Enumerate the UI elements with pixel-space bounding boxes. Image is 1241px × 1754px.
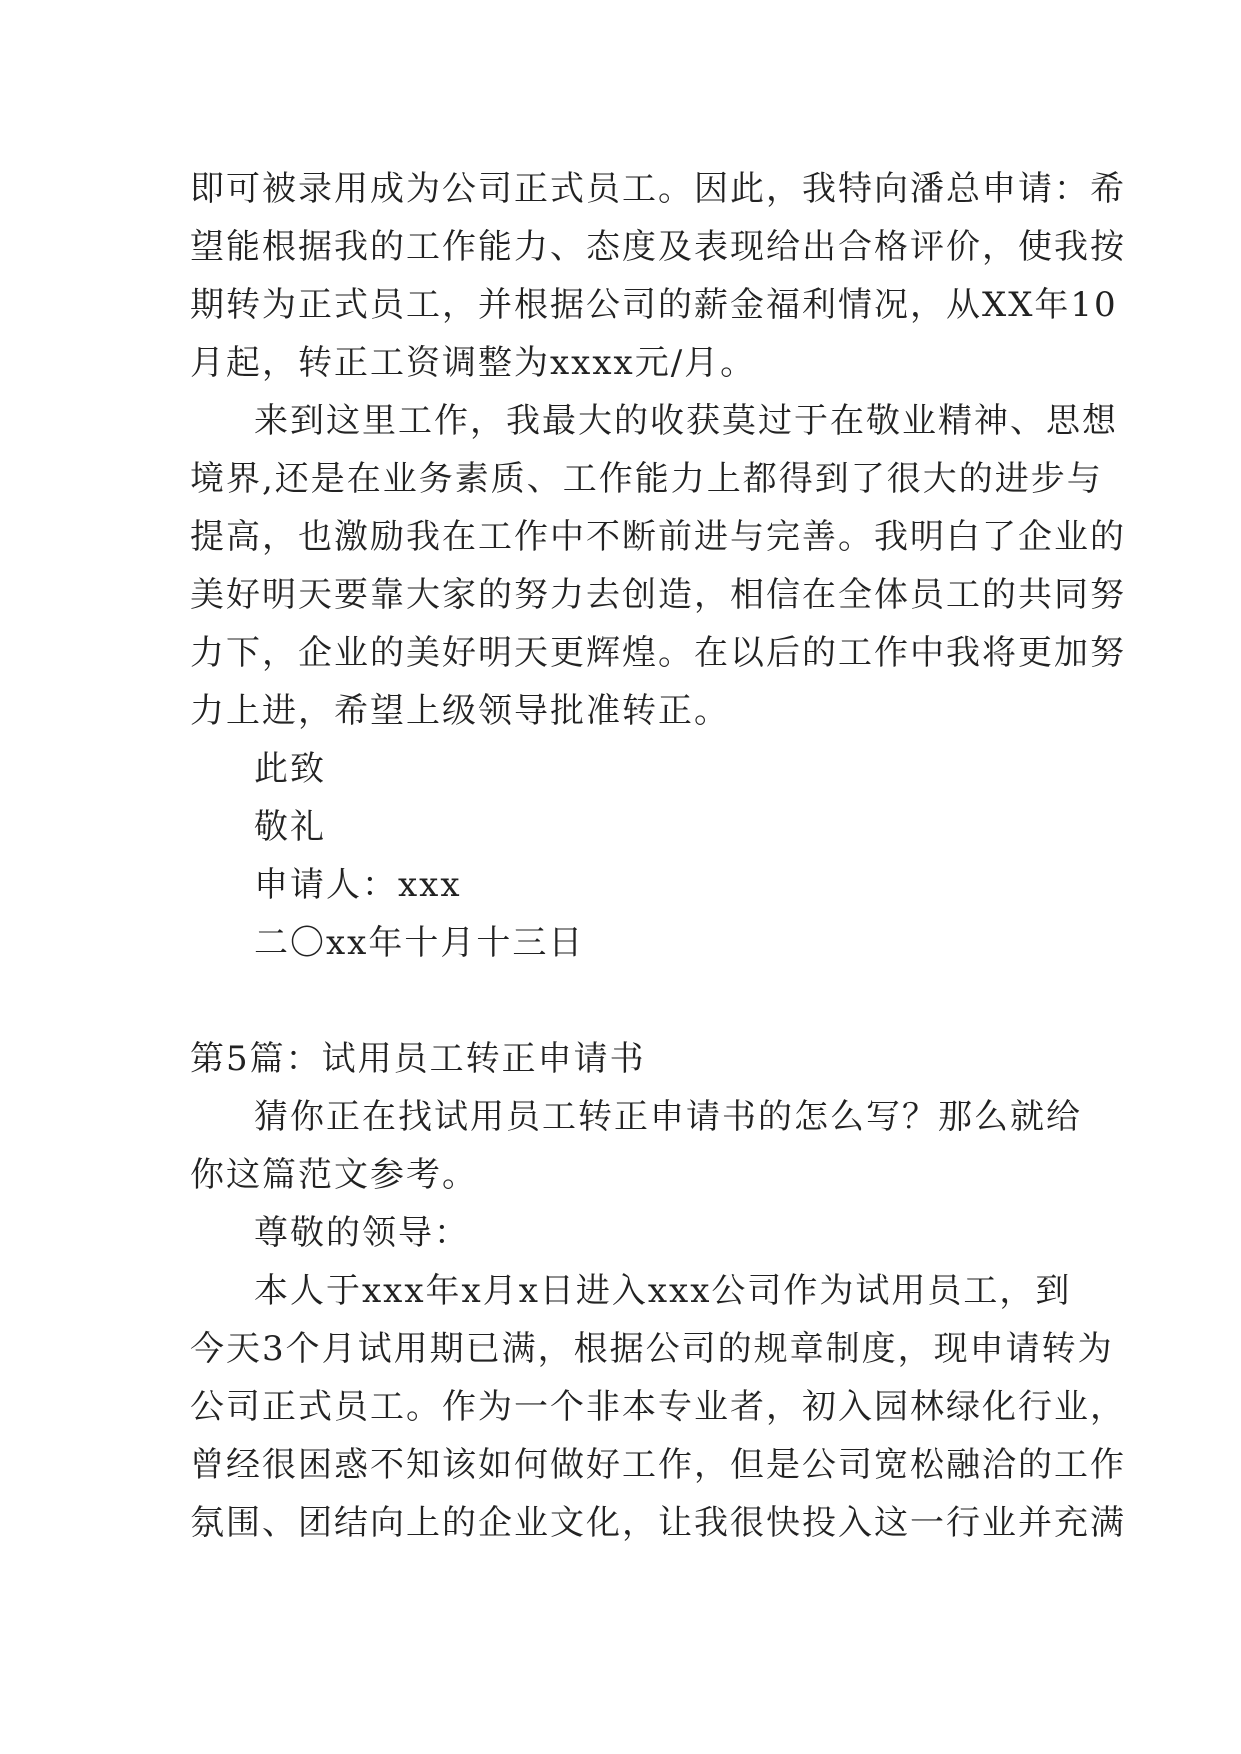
letter-date: 二〇xx年十月十三日 bbox=[254, 923, 585, 963]
salutation: 尊敬的领导： bbox=[254, 1213, 470, 1253]
text-line: 期转为正式员工，并根据公司的薪金福利情况，从XX年10 bbox=[190, 285, 1118, 325]
text-line: 望能根据我的工作能力、态度及表现给出合格评价，使我按 bbox=[190, 227, 1126, 267]
section-heading: 第5篇：试用员工转正申请书 bbox=[190, 1039, 646, 1079]
text-line: 提高，也激励我在工作中不断前进与完善。我明白了企业的 bbox=[190, 517, 1126, 557]
closing-jingli: 敬礼 bbox=[254, 807, 326, 847]
paragraph-intro bbox=[190, 1088, 1082, 1204]
paragraph-gains bbox=[190, 392, 1126, 740]
text-line: 月起，转正工资调整为xxxx元/月。 bbox=[190, 343, 757, 383]
letter-closing bbox=[190, 740, 1060, 972]
text-line: 境界,还是在业务素质、工作能力上都得到了很大的进步与 bbox=[190, 459, 1103, 499]
text-line: 曾经很困惑不知该如何做好工作，但是公司宽松融洽的工作 bbox=[190, 1445, 1126, 1485]
text-line: 今天3个月试用期已满，根据公司的规章制度，现申请转为 bbox=[190, 1329, 1114, 1369]
text-line: 公司正式员工。作为一个非本专业者，初入园林绿化行业， bbox=[190, 1387, 1126, 1427]
text-line: 即可被录用成为公司正式员工。因此，我特向潘总申请：希 bbox=[190, 169, 1126, 209]
closing-cizhi: 此致 bbox=[254, 749, 326, 789]
text-line: 你这篇范文参考。 bbox=[190, 1155, 478, 1195]
applicant-name: 申请人：xxx bbox=[254, 865, 462, 905]
paragraph-transfer-request bbox=[190, 160, 1126, 392]
text-line: 本人于xxx年x月x日进入xxx公司作为试用员工，到 bbox=[254, 1271, 1072, 1311]
text-line: 美好明天要靠大家的努力去创造，相信在全体员工的共同努 bbox=[190, 575, 1126, 615]
text-line: 力下，企业的美好明天更辉煌。在以后的工作中我将更加努 bbox=[190, 633, 1126, 673]
document-body bbox=[190, 160, 1126, 1552]
text-line: 猜你正在找试用员工转正申请书的怎么写？那么就给 bbox=[254, 1097, 1082, 1137]
text-line: 力上进，希望上级领导批准转正。 bbox=[190, 691, 730, 731]
paragraph-body bbox=[190, 1262, 1126, 1552]
text-line: 来到这里工作，我最大的收获莫过于在敬业精神、思想 bbox=[254, 401, 1118, 441]
section-gap bbox=[190, 972, 1060, 1030]
text-line: 氛围、团结向上的企业文化，让我很快投入这一行业并充满 bbox=[190, 1503, 1126, 1543]
